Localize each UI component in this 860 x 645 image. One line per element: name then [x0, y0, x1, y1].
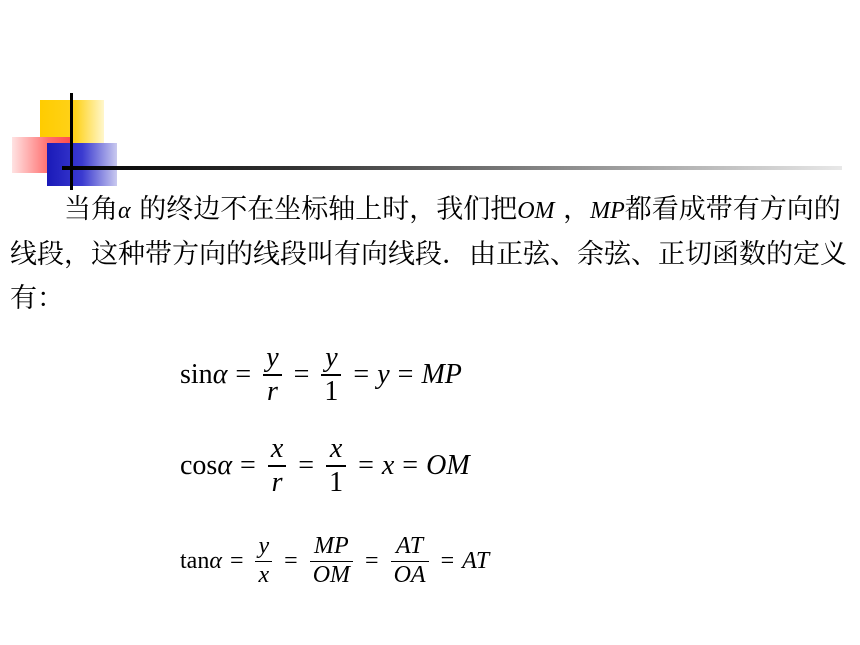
equals-sign: = [365, 547, 379, 574]
fraction-y-over-1 [321, 342, 341, 408]
cosine-formula [180, 433, 470, 499]
denominator: r [266, 375, 278, 407]
text-part3: 都看成带有方向的线段，这种带方向的线段叫有向线段．由正弦、余弦、正切函数的定义有： [10, 194, 847, 314]
equals-sign: = [235, 358, 252, 390]
term-y: y [377, 358, 390, 390]
fraction-x-over-1 [326, 433, 346, 499]
denominator: r [271, 466, 283, 498]
alpha-symbol: α [118, 198, 131, 224]
fraction-y-over-r [263, 342, 281, 408]
equals-sign: = [284, 547, 298, 574]
denominator: x [258, 562, 270, 589]
numerator: y [325, 342, 338, 373]
mp-segment: MP [590, 198, 625, 224]
numerator: x [270, 433, 284, 464]
intro-paragraph [10, 188, 850, 321]
equals-sign: = [402, 449, 419, 481]
numerator: y [266, 342, 279, 373]
equals-sign: = [440, 547, 455, 574]
equals-sign: = [353, 358, 370, 390]
denominator: OM [312, 562, 351, 589]
term-at: AT [462, 547, 490, 574]
equals-sign: = [397, 358, 414, 390]
alpha-variable: α [209, 547, 222, 574]
fraction-at-over-oa [391, 533, 429, 590]
text-separator: ， [554, 194, 591, 225]
cos-function: cos [180, 449, 218, 481]
equals-sign: = [358, 449, 374, 481]
equals-sign: = [293, 358, 310, 390]
equals-sign: = [240, 449, 256, 481]
om-segment: OM [517, 198, 555, 224]
denominator: 1 [329, 466, 344, 498]
denominator: 1 [324, 375, 339, 407]
equals-sign: = [298, 449, 315, 481]
fraction-x-over-r [268, 433, 286, 499]
horizontal-rule [62, 166, 842, 170]
fraction-y-over-x [255, 533, 272, 590]
slide-decoration [0, 0, 130, 200]
term-x: x [381, 449, 395, 481]
numerator: MP [314, 533, 349, 559]
alpha-variable: α [212, 358, 228, 390]
tangent-formula [180, 533, 489, 590]
text-part2: 的终边不在坐标轴上时，我们把 [130, 194, 518, 225]
vertical-line-decoration [70, 93, 73, 190]
numerator: x [329, 433, 343, 464]
alpha-variable: α [217, 449, 233, 481]
sin-function: sin [180, 358, 213, 390]
text-part1: 当角 [64, 194, 118, 225]
fraction-mp-over-om [310, 533, 353, 590]
blue-square-decoration [47, 143, 117, 186]
equals-sign: = [229, 547, 244, 574]
denominator: OA [393, 562, 426, 589]
term-om: OM [426, 449, 470, 481]
numerator: AT [396, 533, 424, 559]
sine-formula [180, 342, 462, 408]
numerator: y [258, 533, 270, 559]
tan-function: tan [180, 547, 210, 574]
term-mp: MP [421, 358, 462, 390]
